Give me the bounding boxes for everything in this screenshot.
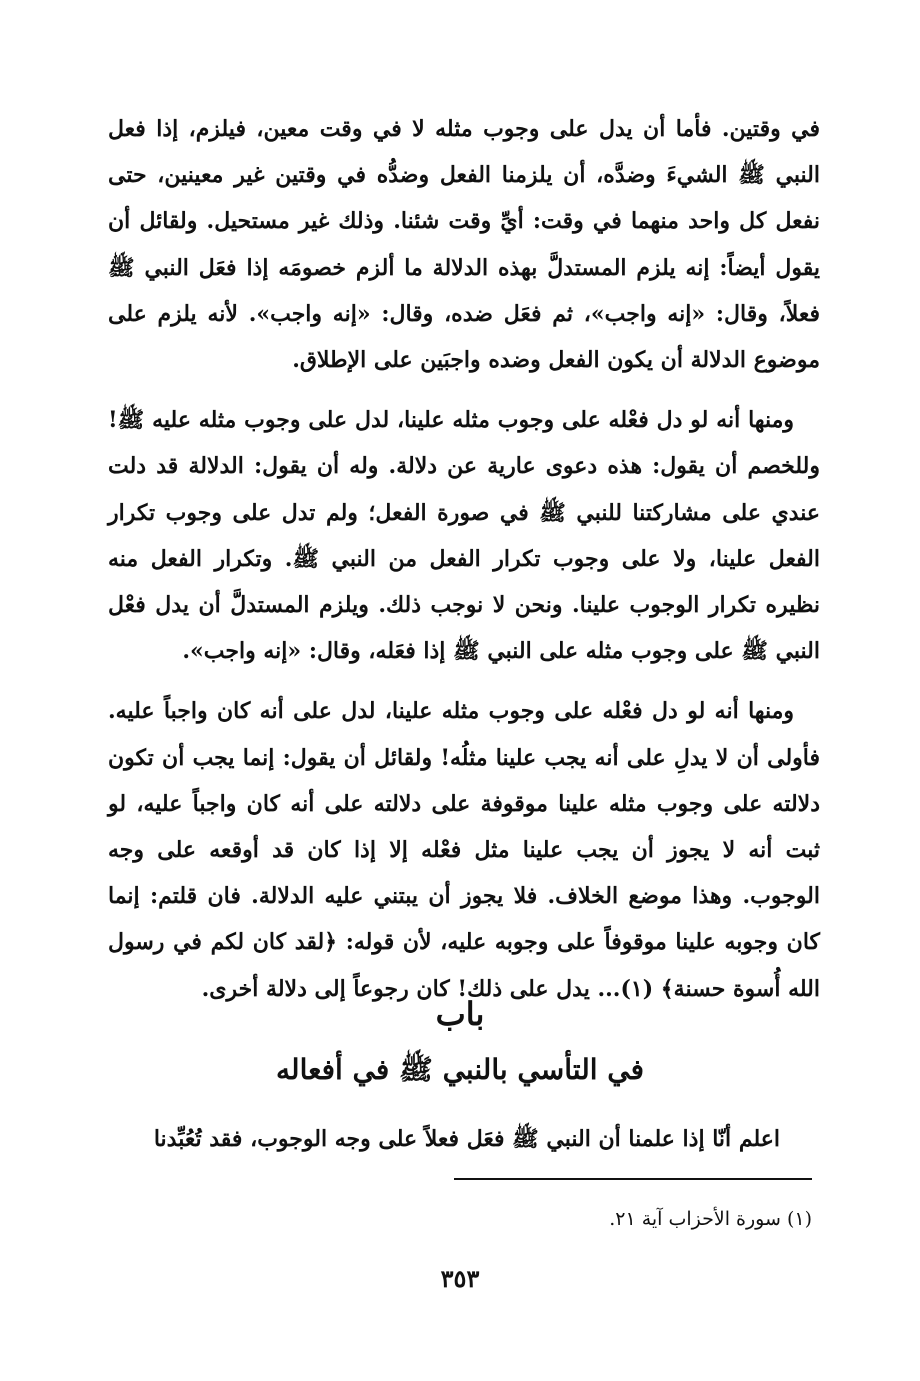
paragraph-1: في وقتين. فأما أن يدل على وجوب مثله لا في وقت معين، فيلزم، إذا فعل النبي ﷺ الشيءَ وضدَّه، أن يلزمنا الفعل وضدُّه في وقتين غير معينين، حتى نفعل كل واحد منهما في وقت: أيِّ وقت شئنا. وذلك غير مستحيل. ولقائل أن يقول أيضاً: إنه يلزم المستدلَّ بهذه الدلالة ما ألزم خصومَه إذا فعَل النبي ﷺ فعلاً، وقال: «إنه واجب»، ثم فعَل ضده، وقال: «إنه واجب». لأنه يلزم على موضوع الدلالة أن يكون الفعل وضده واجبَين على الإطلاق. (108, 116, 820, 374)
footnote: (١) سورة الأحزاب آية ٢١. (609, 1208, 812, 1230)
paragraph-2: ومنها أنه لو دل فعْله على وجوب مثله علينا، لدل على وجوب مثله عليه ﷺ! وللخصم أن يقول: هذه دعوى عارية عن دلالة. وله أن يقول: الدلالة قد دلت عندي على مشاركتنا للنبي ﷺ في صورة الفعل؛ ولم تدل على وجوب تكرار الفعل علينا، ولا على وجوب تكرار الفعل من النبي ﷺ. وتكرار الفعل منه نظيره تكرار الوجوب علينا. ونحن لا نوجب ذلك. ويلزم المستدلَّ أن يدل فعْل النبي ﷺ على وجوب مثله على النبي ﷺ إذا فعَله، وقال: «إنه واجب». (108, 407, 820, 665)
page-number: ٣٥٣ (440, 1264, 480, 1293)
chapter-title: في التأسي بالنبي ﷺ في أفعاله (276, 1053, 644, 1086)
paragraph-3: ومنها أنه لو دل فعْله على وجوب مثله علينا، لدل على أنه كان واجباً عليه. فأولى أن لا يدلِ على أنه يجب علينا مثلُه! ولقائل أن يقول: إنما يجب أن تكون دلالته على وجوب مثله علينا موقوفة على دلالته على أنه كان واجباً عليه، لو ثبت أنه لا يجوز أن يجب علينا مثل فعْله إلا إذا كان قد أوقعه على وجه الوجوب. وهذا موضع الخلاف. فلا يجوز أن يبتني عليه الدلالة. فان قلتم: إنما كان وجوبه علينا موقوفاً على وجوبه عليه، لأن قوله: ﴿لقد كان لكم في رسول الله أُسوة حسنة﴾ (١)... يدل على ذلك! كان رجوعاً إلى دلالة أخرى. (108, 698, 821, 1002)
chapter-label: باب (435, 995, 485, 1033)
chapter-opening-line: اعلم أنّا إذا علمنا أن النبي ﷺ فعَل فعلاً على وجه الوجوب، فقد تُعُبِّدنا (153, 1126, 780, 1152)
body-text (108, 106, 820, 1012)
footnote-divider (454, 1178, 812, 1180)
